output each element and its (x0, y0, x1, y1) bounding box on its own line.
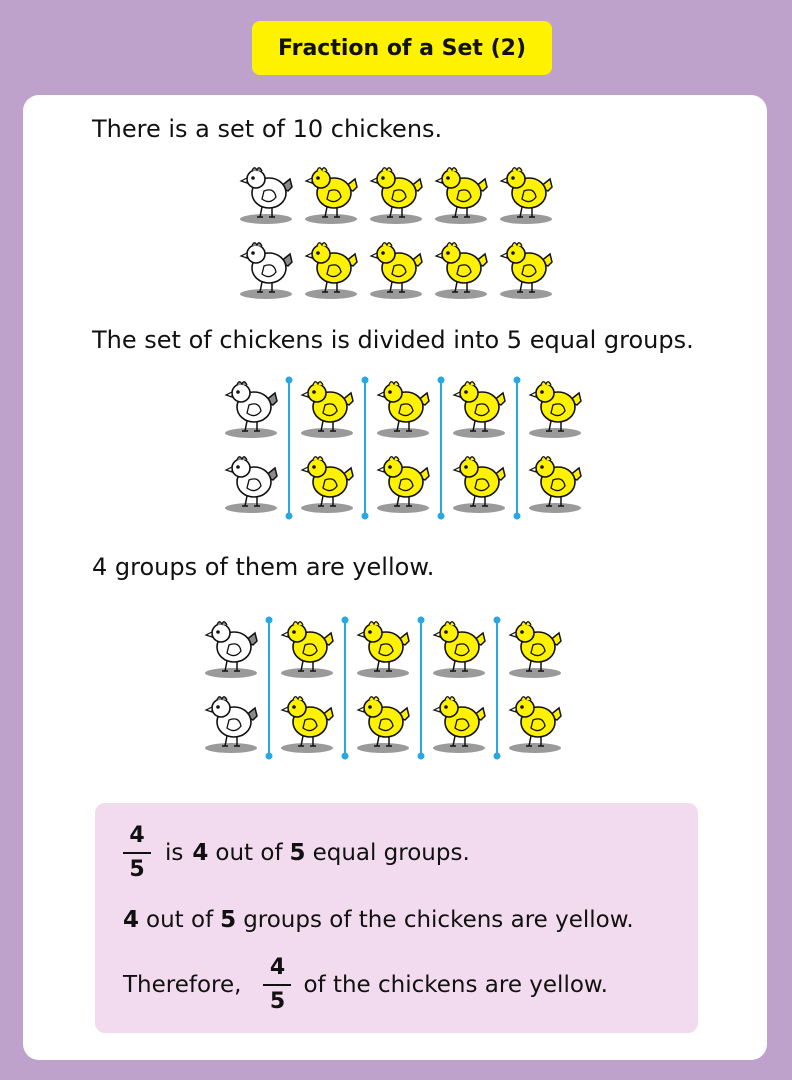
divider-dot (494, 753, 501, 760)
chicken-icon (281, 697, 333, 753)
summary-text: equal groups. (312, 840, 470, 866)
chicken-icon (433, 697, 485, 753)
fraction-numerator: 4 (129, 823, 145, 848)
chicken-icon (500, 243, 552, 299)
summary-line-1 (123, 825, 470, 881)
summary-number: 4 (123, 907, 140, 933)
chicken-icon (509, 622, 561, 678)
divider-dot (418, 617, 425, 624)
summary-text: out of (146, 907, 214, 933)
chicken-icon (377, 382, 429, 438)
chicken-icon (435, 243, 487, 299)
divider-dot (362, 377, 369, 384)
sentence-divided: The set of chickens is divided into 5 equal groups. (92, 326, 694, 354)
divider-dot (286, 513, 293, 520)
chicken-icon (500, 168, 552, 224)
chicken-icon (225, 382, 277, 438)
divider-dot (266, 753, 273, 760)
chicken-icon (435, 168, 487, 224)
summary-text: of the chickens are yellow. (303, 972, 608, 998)
chicken-icon (205, 697, 257, 753)
chicken-icon (225, 457, 277, 513)
summary-number: 5 (289, 840, 306, 866)
chicken-icon (301, 457, 353, 513)
chicken-icon (453, 382, 505, 438)
chicken-icon (377, 457, 429, 513)
divider-dot (514, 377, 521, 384)
chicken-icon (529, 382, 581, 438)
divider-dot (286, 377, 293, 384)
fraction-four-fifths (263, 957, 291, 1013)
fraction-bar (123, 852, 151, 854)
divider-dot (438, 377, 445, 384)
fraction-numerator: 4 (269, 955, 286, 980)
summary-number: 5 (220, 907, 237, 933)
divider-dot (266, 617, 273, 624)
summary-text: Therefore, (123, 972, 242, 998)
fraction-four-fifths (123, 825, 151, 881)
chicken-grid-grouped (215, 372, 595, 524)
chicken-grid-plain (232, 158, 572, 308)
summary-text: groups of the chickens are yellow. (243, 907, 634, 933)
divider-dot (342, 753, 349, 760)
chicken-icon (240, 168, 292, 224)
fraction-denominator: 5 (129, 857, 145, 882)
summary-number: 4 (192, 840, 209, 866)
divider-dot (438, 513, 445, 520)
chicken-icon (281, 622, 333, 678)
chicken-grid-highlighted (195, 612, 575, 762)
divider-dot (494, 617, 501, 624)
chicken-icon (357, 622, 409, 678)
chicken-icon (509, 697, 561, 753)
chicken-icon (433, 622, 485, 678)
chicken-icon (305, 243, 357, 299)
chicken-icon (357, 697, 409, 753)
chicken-icon (205, 622, 257, 678)
summary-box (95, 803, 698, 1033)
summary-text: out of (215, 840, 283, 866)
summary-line-2 (123, 907, 634, 933)
summary-text: is (165, 840, 184, 866)
sentence-yellow-groups: 4 groups of them are yellow. (92, 553, 435, 581)
chicken-icon (370, 168, 422, 224)
fraction-denominator: 5 (269, 989, 286, 1014)
chicken-icon (305, 168, 357, 224)
divider-dot (362, 513, 369, 520)
fraction-bar (263, 984, 291, 986)
summary-line-3 (123, 957, 608, 1013)
chicken-icon (301, 382, 353, 438)
divider-dot (418, 753, 425, 760)
sentence-set: There is a set of 10 chickens. (92, 115, 443, 143)
chicken-icon (370, 243, 422, 299)
divider-dot (514, 513, 521, 520)
chicken-icon (453, 457, 505, 513)
chicken-icon (529, 457, 581, 513)
divider-dot (342, 617, 349, 624)
page-title: Fraction of a Set (2) (252, 21, 552, 75)
chicken-icon (240, 243, 292, 299)
